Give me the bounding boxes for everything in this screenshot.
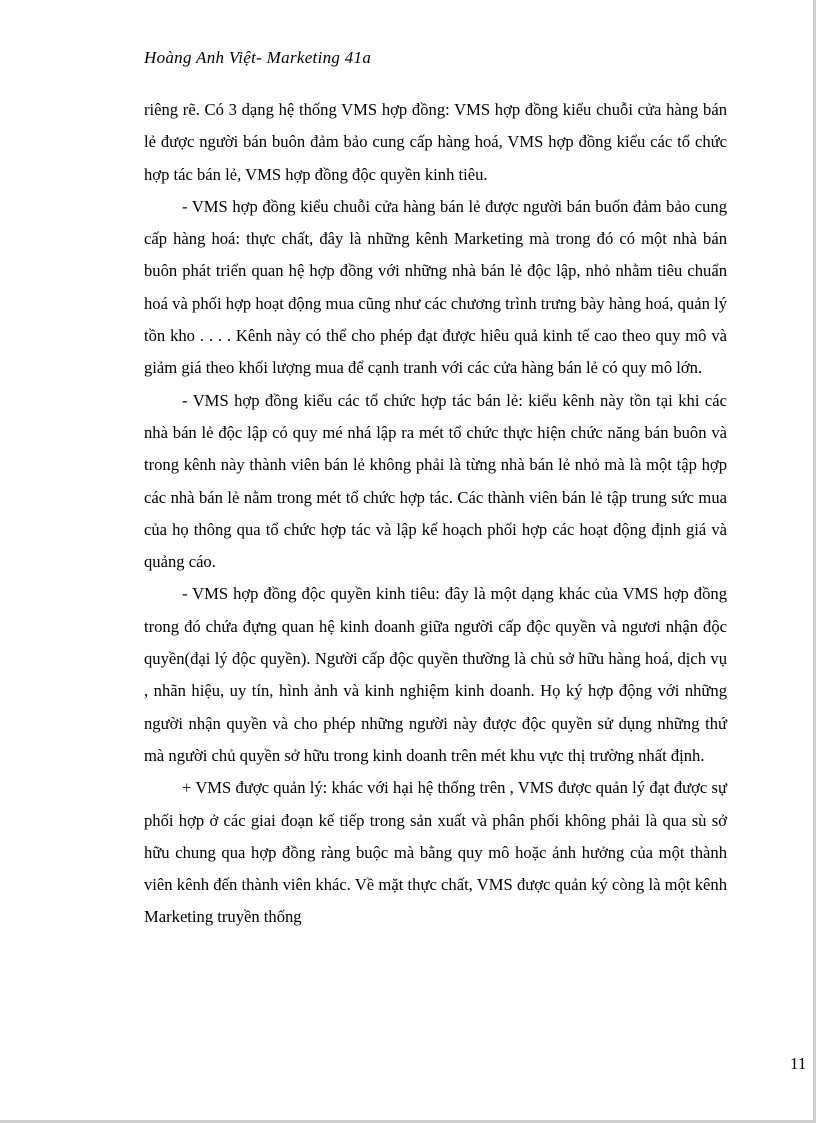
paragraph-chain-store-contract: - VMS hợp đồng kiểu chuỗi cửa hàng bán lẻ được người bán buốn đảm bảo cung cấp hàng hoá: thực chất, đây là những kênh Marketing mà trong đó có một nhà bán buôn phát triển quan hệ hợp đồng với những nhà bán lẻ độc lập, nhỏ nhằm tiêu chuẩn hoá và phối hợp hoạt động mua cũng như các chương trình trưng bày hàng hoá, quản lý tồn kho . . . . Kênh này có thể cho phép đạt được hiêu quả kinh tế cao theo quy mô và giảm giá theo khối lượng mua để cạnh tranh với các cửa hàng bán lẻ có quy mô lớn. — [144, 196, 727, 378]
footer-divider — [28, 1121, 788, 1122]
paragraph-franchise: - VMS hợp đồng độc quyền kinh tiêu: đây là một dạng khác của VMS hợp đồng trong đó chứa đựng quan hệ kinh doanh giữa người cấp độc quyền và ngươi nhận độc quyền(đại lý độc quyền). Người cấp độc quyền thường là chủ sở hữu hàng hoá, dịch vụ , nhãn hiệu, uy tín, hình ảnh và kinh nghiệm kinh doanh. Họ ký hợp động với những người nhận quyền và cho phép những người này được độc quyền sử dụng những thứ mà người chủ quyền sở hữu trong kinh doanh trên mét khu vực thị trường nhất định. — [144, 584, 727, 765]
paragraph-administered-vms: + VMS được quản lý: khác với hại hệ thống trên , VMS được quản lý đạt được sự phối hợp ở các giai đoạn kế tiếp trong sản xuất và phân phối không phải là qua sù sở hữu chung qua hợp đồng ràng buộc mà bằng quy mô hoặc ảnh hưởng của một thành viên kênh đến thành viên khác. Về mặt thực chất, VMS được quản ký còng là một kênh Marketing truyền thống — [144, 778, 727, 927]
paragraph-retail-cooperative: - VMS hợp đồng kiểu các tổ chức hợp tác bán lẻ: kiểu kênh này tồn tại khi các nhà bán lẻ độc lập có quy mé nhá lập ra mét tổ chức thực hiện chức năng bán buôn và trong kênh này thành viên bán lẻ không phải là từng nhà bán lẻ nhỏ mà là một tập hợp các nhà bán lẻ nằm trong mét tổ chức hợp tác. Các thành viên bán lẻ tập trung sức mua của họ thông qua tổ chức hợp tác và lập kế hoạch phối hợp các hoạt động định giá và quảng cáo. — [144, 390, 727, 572]
paragraph-continuation: riêng rẽ. Có 3 dạng hệ thống VMS hợp đồng: VMS hợp đồng kiểu chuỗi cửa hàng bán lẻ được người bán buôn đảm bảo cung cấp hàng hoá, VMS hợp đồng kiểu các tổ chức hợp tác bán lẻ, VMS hợp đồng độc quyền kinh tiêu. — [144, 100, 727, 184]
body-text — [144, 94, 727, 934]
page-header: Hoàng Anh Việt- Marketing 41a — [144, 48, 372, 67]
page-number: 11 — [790, 1054, 807, 1073]
